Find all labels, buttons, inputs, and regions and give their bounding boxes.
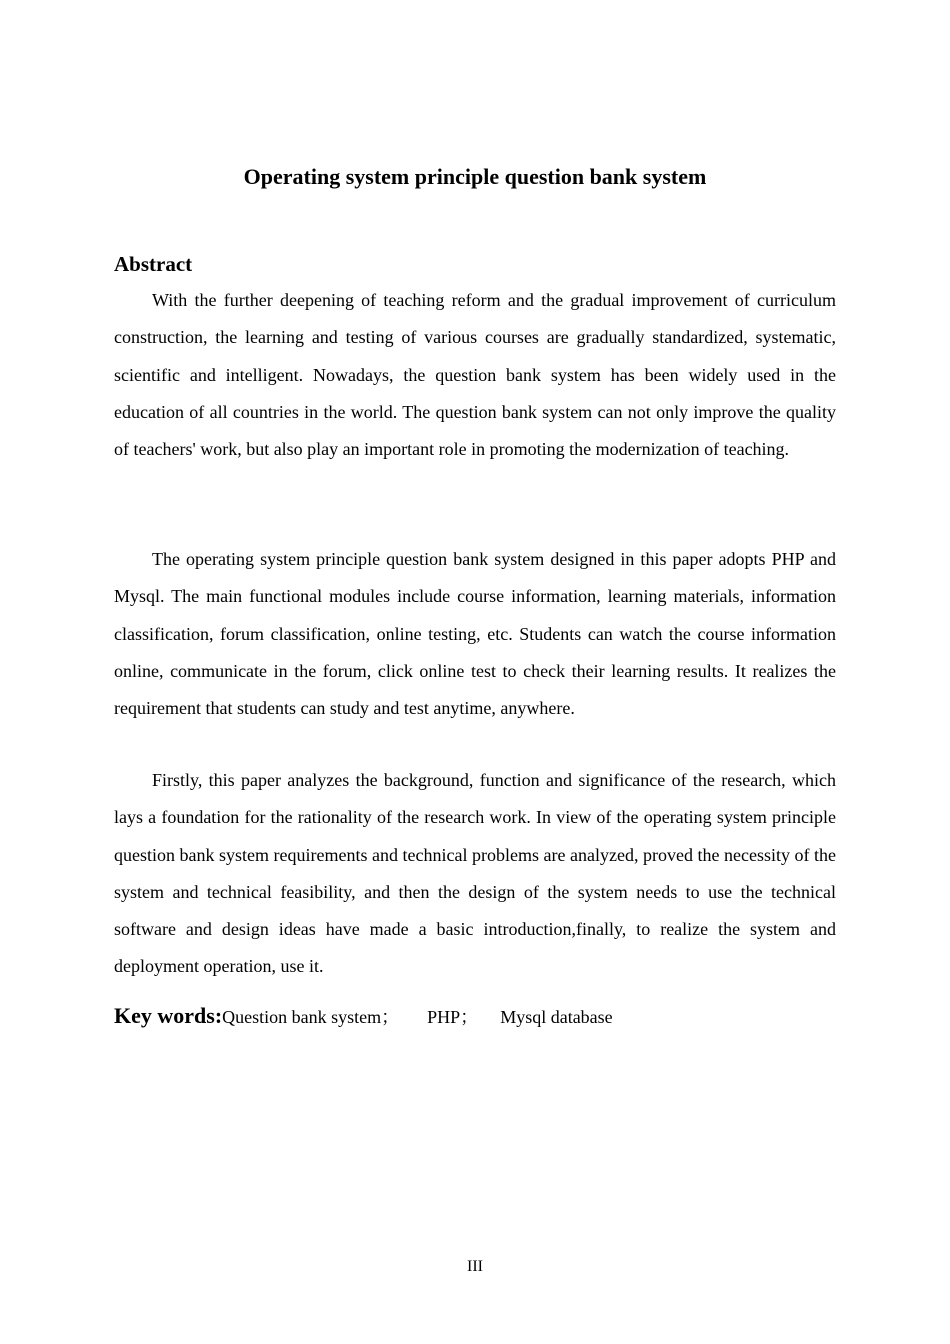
- keyword-item: Question bank system；: [222, 1007, 400, 1027]
- abstract-heading: Abstract: [114, 252, 193, 276]
- keyword-item: PHP；: [427, 1007, 479, 1027]
- document-title: Operating system principle question bank system: [243, 164, 707, 189]
- abstract-paragraph-2: The operating system principle question bank system designed in this paper adopts PHP and Mysql. The main functional modules include course information, learning materials, information classification, forum classification, online testing, etc. Students can watch the course information online, communicate in the forum, click online test to check their learning results. It realizes the requirement that students can study and test anytime, anywhere.: [114, 549, 836, 719]
- page-number: III: [467, 1258, 483, 1275]
- abstract-paragraph-1: With the further deepening of teaching reform and the gradual improvement of curriculum construction, the learning and testing of various courses are gradually standardized, systematic, scientific and intelligent. Nowadays, the question bank system has been widely used in the education of all countries in the world. The question bank system can not only improve the quality of teachers' work, but also play an important role in promoting the modernization of teaching.: [114, 290, 836, 460]
- abstract-paragraph-3: Firstly, this paper analyzes the background, function and significance of the research, which lays a foundation for the rationality of the research work. In view of the operating system principle question bank system requirements and technical problems are analyzed, proved the necessity of the system and technical feasibility, and then the design of the system needs to use the technical software and design ideas have made a basic introduction,finally, to realize the system and deployment operation, use it.: [114, 770, 836, 977]
- keyword-item: Mysql database: [500, 1007, 613, 1027]
- keywords-label: Key words:: [114, 1003, 223, 1028]
- keywords-line: [114, 1000, 836, 1033]
